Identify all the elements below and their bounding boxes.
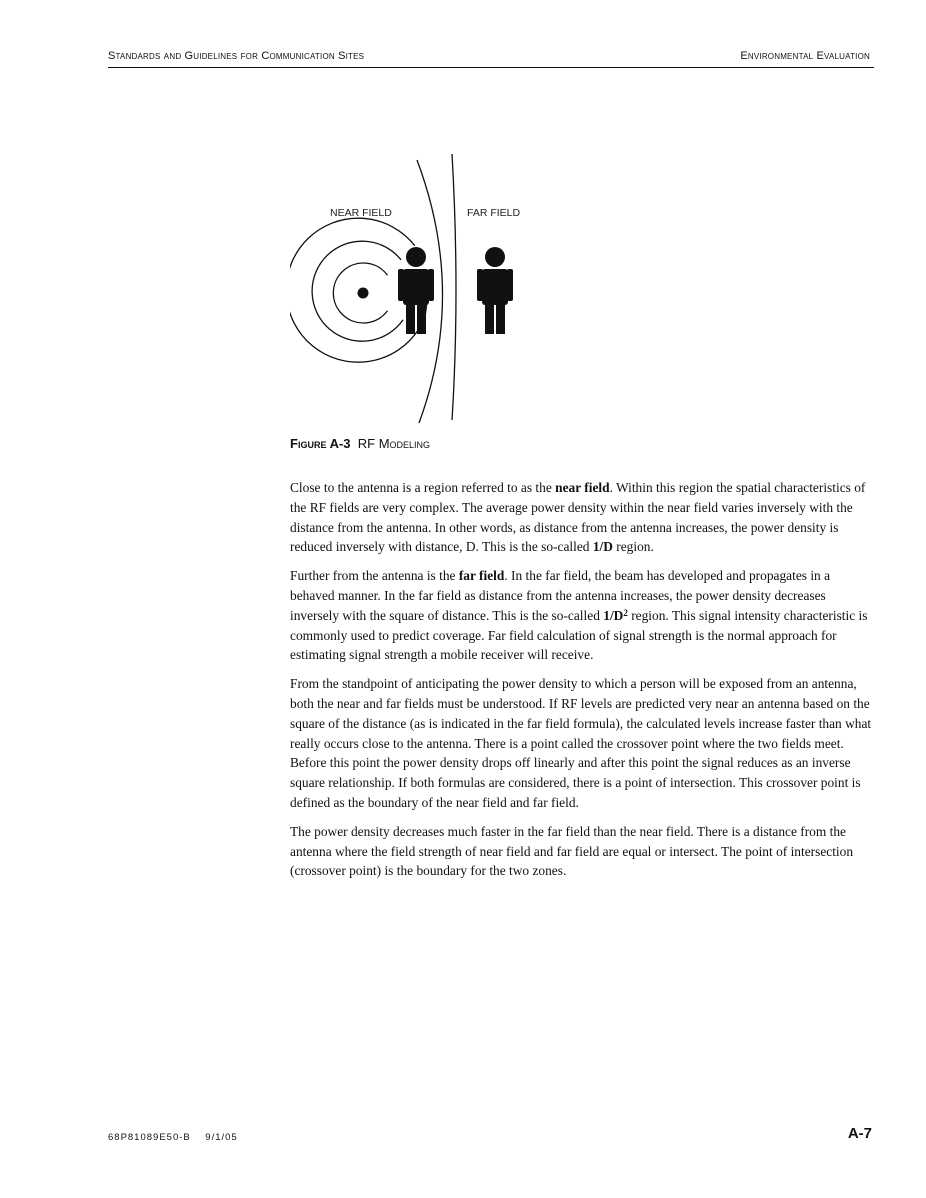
figure-number: Figure A-3 [290, 436, 351, 451]
far-field-person-icon [477, 247, 513, 334]
figure-caption [290, 436, 430, 451]
header-right-title: Environmental Evaluation [740, 50, 870, 62]
rf-diagram [290, 148, 550, 430]
paragraph-near-field: Close to the antenna is a region referred to as the near field. Within this region the spatial characteristics of the RF fields are very complex. The average power density within the near field varies inversely with the distance from the antenna. In other words, as distance from the antenna increases, the power density is reduced inversely with distance, D. This is the so-called 1/D region. [290, 480, 866, 555]
term-far-field: far field [458, 568, 505, 584]
footer-doc-id: 68P81089E50-B 9/1/05 [108, 1132, 238, 1143]
near-field-label: NEAR FIELD [330, 207, 392, 219]
rf-modeling-figure [290, 148, 550, 430]
far-field-label: FAR FIELD [467, 207, 521, 219]
header-left-title: Standards and Guidelines for Communication Sites [108, 50, 365, 62]
term-near-field: near field [555, 480, 610, 495]
figure-title: RF Modeling [357, 436, 431, 451]
footer-page-number: A-7 [847, 1125, 872, 1142]
boundary-curve-right [452, 154, 456, 420]
near-field-person-icon [398, 247, 434, 334]
term-1d2: $1/D^2$ [603, 607, 628, 623]
antenna-dot [358, 288, 369, 299]
body-text [290, 478, 872, 890]
header-rule [108, 67, 874, 68]
term-1d: 1/D [592, 539, 613, 555]
paragraph-boundary: The power density decreases much faster in the far field than the near field. There is a distance from the antenna where the field strength of near field and far field are equal or intersect. The point of intersection (crossover point) is the boundary for the two zones. [290, 823, 854, 879]
paragraph-far-field: Further from the antenna is the far field. In the far field, the beam has developed and propagates in a behaved manner. In the far field as distance from the antenna increases, the power density decreases inversely with the square of distance. This is the so-called $1/D^2$ region. This signal intensity characteristic is commonly used to predict coverage. Far field calculation of signal strength is the normal approach for estimating signal strength a mobile receiver will receive. [290, 568, 868, 663]
paragraph-crossover: From the standpoint of anticipating the power density to which a person will be exposed from an antenna, both the near and far fields must be understood. If RF levels are predicted very near an antenna based on the square of the distance (as is indicated in the far field formula), the calculated levels increase faster than what really occurs close to the antenna. There is a point called the crossover point where the two fields meet. Before this point the power density drops off linearly and after this point the signal reduces as an inverse square relationship. If both formulas are considered, there is a point of intersection. This crossover point is defined as the boundary of the near field and far field. [290, 676, 872, 810]
field-ring-middle [312, 241, 403, 341]
